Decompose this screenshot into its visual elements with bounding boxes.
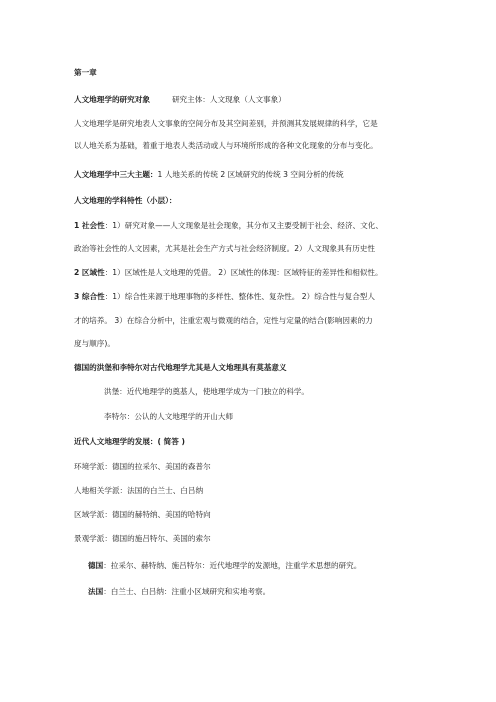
chapter-heading: [74, 68, 434, 78]
school-relation: 人地相关学派：法国的白兰士、白吕纳: [74, 486, 204, 495]
traditions-label: 人文地理学中三大主题：: [74, 170, 158, 179]
discipline-nature-title: 人文地理的学科特性（小层）：: [74, 196, 177, 205]
humboldt-line: 洪堡：近代地理学的奠基人，使地理学成为一门独立的科学。: [104, 387, 310, 396]
france-text: ：白兰士、白吕纳：注重小区域研究和实地考察。: [103, 587, 271, 596]
definition-line-2: 以人地关系为基础，着重于地表人类活动或人与环境所形成的各种文化现象的分布与变化。: [74, 141, 378, 150]
germany-line: [88, 561, 448, 571]
ritter-line: 李特尔：公认的人文地理学的开山大师: [104, 412, 234, 421]
social-label: 1 社会性: [74, 221, 105, 230]
school-environment: 环境学派：德国的拉采尔、美国的森普尔: [74, 462, 211, 471]
regional-line: [74, 268, 434, 278]
social-text: ：1）研究对象——人文现象是社会现象，其分布又主要受制于社会、经济、文化、: [104, 221, 383, 230]
germany-label: 德国: [88, 561, 104, 570]
chapter-title: 第一章: [74, 68, 97, 77]
traditions-line: [74, 170, 434, 180]
school-landscape: 景观学派：德国的施吕特尔、美国的索尔: [74, 534, 211, 543]
synthesis-line-2: 才的培养。 3）在综合分析中，注重宏观与微观的结合，定性与定量的结合(影响因素的力: [74, 316, 373, 325]
france-line: [88, 587, 448, 597]
france-label: 法国: [88, 587, 104, 596]
modern-development-title: 近代人文地理学的发展：( 简答 ): [74, 437, 185, 446]
traditions-value: 1 人地关系的传统 2 区域研究的传统 3 空间分析的传统: [157, 170, 344, 179]
school-region: 区域学派：德国的赫特纳、美国的哈特向: [74, 510, 211, 519]
research-object-line: [74, 95, 434, 105]
synthesis-line-1: [74, 292, 434, 302]
research-object-value: 研究主体：人文现象（人文事象）: [171, 95, 286, 104]
synthesis-line-3: 度与顺序)。: [74, 339, 115, 348]
social-line-2: 政治等社会性的人文因素，尤其是社会生产方式与社会经济制度。2）人文现象具有历史性: [74, 244, 375, 253]
regional-text: ：1）区域性是人文地理的凭借。 2）区域性的体现：区域特征的差异性和相似性。: [104, 268, 383, 277]
social-line-1: [74, 221, 434, 231]
synthesis-label: 3 综合性: [74, 292, 105, 301]
synthesis-text: ：1）综合性来源于地理事物的多样性、整体性、复杂性。 2）综合性与复合型人: [104, 292, 375, 301]
regional-label: 2 区域性: [74, 268, 105, 277]
research-object-label: 人文地理学的研究对象: [74, 95, 150, 104]
definition-line-1: 人文地理学是研究地表人文事象的空间分布及其空间差别，并预测其发展规律的科学，它是: [74, 119, 378, 128]
germany-text: ：拉采尔、赫特纳、施吕特尔：近代地理学的发源地，注重学术思想的研究。: [103, 561, 362, 570]
germany-founders-title: 德国的洪堡和李特尔对古代地理学尤其是人文地理具有莫基意义: [74, 363, 287, 372]
